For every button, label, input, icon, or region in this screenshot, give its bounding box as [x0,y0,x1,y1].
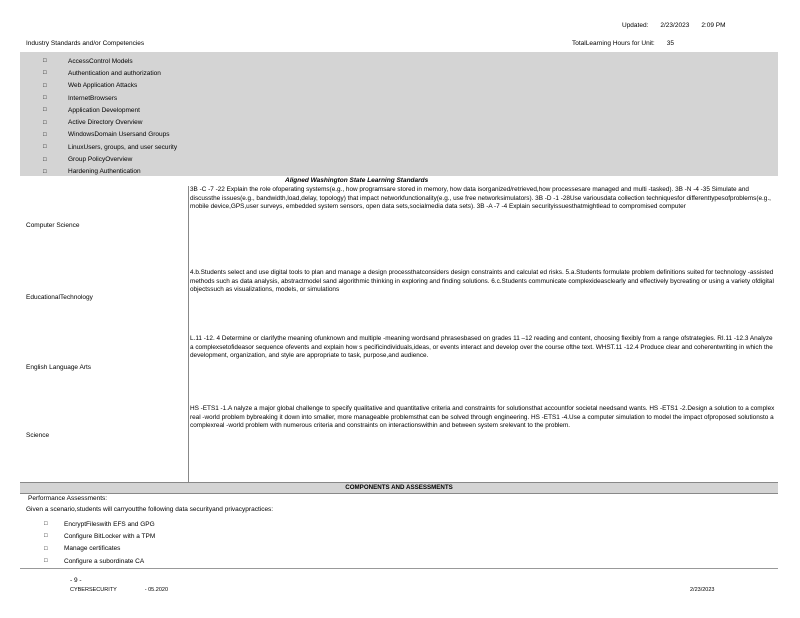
bullet-box-icon: □ [43,144,47,151]
list-item-label: EncryptFileswith EFS and GPG [64,520,155,528]
updated-time: 2:09 PM [701,22,726,29]
list-item-label: LinuxUsers, groups, and user security [68,143,178,151]
bullet-box-icon: □ [43,131,47,138]
bullet-box-icon: □ [44,533,48,540]
industry-standards-label: Industry Standards and/or Competencies [26,40,145,47]
updated-stamp [622,22,792,29]
subject-english-language-arts: English Language Arts [26,364,92,371]
column-divider [188,186,189,482]
subject-educational-technology: EducationalTechnology [26,294,93,301]
competencies-block [20,52,778,176]
components-header: COMPONENTS AND ASSESSMENTS [20,482,778,494]
updated-label: Updated: [622,22,649,29]
list-item [43,116,177,128]
updated-date: 2/23/2023 [660,22,690,29]
list-item-label: Authentication and authorization [68,69,161,77]
bullet-box-icon: □ [43,119,47,126]
footer-left [70,587,168,593]
list-item [43,92,177,104]
practice-list [44,518,155,567]
list-item [43,104,177,116]
subject-science: Science [26,432,50,439]
list-item [43,67,177,79]
list-item-label: Configure a subordinate CA [64,557,145,565]
list-item-label: Group PolicyOverview [68,156,133,164]
list-item-label: WindowsDomain Usersand Groups [68,131,170,139]
list-item [44,543,155,555]
bullet-box-icon: □ [43,168,47,175]
performance-label: Performance Assessments: [28,495,108,502]
footer-date-left: - 05.2020 [144,587,169,593]
bullet-box-icon: □ [43,107,47,114]
list-item-label: AccessControl Models [68,57,133,65]
standards-table [20,186,778,482]
header-row [26,40,778,50]
standards-educational-technology: 4.b.Students select and use digital tools to plan and manage a design processthatconsiders design constraints and calculat ed risks. 5.a.Students formulate problem definitions suited for technology -assisted methods such as data analysis, abstractmodel sand algorithmic thinking in exploring and finding solutions. 6.c.Students communicate complexideasclearly and effectively bycreating or using a variety ofdigital objectssuch as visualizations, models, or simulations [190,269,774,294]
subject-computer-science: Computer Science [26,222,80,229]
given-text: Given a scenario,students will carryoutthe following data securityand privacypractices: [26,506,274,513]
list-item [43,153,177,165]
list-item [43,129,177,141]
list-item-label: Web Application Attacks [68,82,138,90]
standards-computer-science: 3B -C -7 -22 Explain the role ofoperating systems(e.g., how programsare stored in memory, how data isorganized/retrieved,how processesare managed and multi -tasked). 3B -N -4 -35 Simulate and discussthe issues(e.g., bandwidth,load,delay, topology) that impact networkfunctionality(e.g., use free networksimulators). 3B -D -1 -28Use variousdata collection techniquesfor differenttypesofproblems(e.g., mobile device,GPS,user surveys, embedded system sensors, open data sets,socialmedia data sets). 3B -A -7 -4 Explain securityissuesthatmightlead to compromised computer [190,186,771,211]
bullet-box-icon: □ [43,70,47,77]
aligned-standards-header: Aligned Washington State Learning Standards [285,177,429,184]
list-item-label: Active Directory Overview [68,119,143,127]
list-item-label: Application Development [68,106,140,114]
list-item [43,80,177,92]
list-item [44,530,155,542]
list-item [43,55,177,67]
list-item-label: Manage certificates [64,545,121,553]
bullet-box-icon: □ [44,521,48,528]
list-item-label: InternetBrowsers [68,94,118,102]
bullet-box-icon: □ [43,156,47,163]
footer-divider [20,568,778,569]
footer-date-right: 2/23/2023 [690,587,715,593]
bullet-box-icon: □ [43,58,47,65]
competency-list [43,55,177,178]
total-learning-value: 35 [666,40,674,47]
list-item-label: Hardening Authentication [68,168,141,176]
bullet-box-icon: □ [44,545,48,552]
bullet-box-icon: □ [43,82,47,89]
list-item-label: Configure BitLocker with a TPM [64,532,156,540]
total-learning-label: TotalLearning Hours for Unit: [572,40,655,47]
bullet-box-icon: □ [44,558,48,565]
standards-english-language-arts: L.11 -12. 4 Determine or clarifythe meaning ofunknown and multiple -meaning wordsand phrasesbased on grades 11 –12 reading and content, choosing flexibly from a range ofstrategies. RI.11 -12.3 Analyze a complexsetofideasor sequence ofevents and explain how s pecificindividuals,ideas, or events interact and develop over the course ofthe text. WHST.11 -12.4 Produce clear and coherentwriting in which the development, organization, and style are appropriate to task, purpose,and audience. [190,335,773,360]
list-item [44,555,155,567]
list-item [44,518,155,530]
page-number: - 9 - [70,577,82,584]
standards-science: HS -ETS1 -1.A nalyze a major global challenge to specify qualitative and quantitative criteria and constraints for solutionsthat accountfor societal needsand wants. HS -ETS1 -2.Design a solution to a complex real -world problem bybreaking it down into smaller, more manageable problemsthat can be solved through engineering. HS -ETS1 -4.Use a computer simulation to model the impact ofproposed solutionsto a complexreal -world problem with numerous criteria and constraints on interactionswithin and between system srelevant to the problem. [190,405,775,430]
list-item [43,141,177,153]
footer-course: CYBERSECURITY [70,587,117,593]
list-item [43,166,177,178]
bullet-box-icon: □ [43,95,47,102]
